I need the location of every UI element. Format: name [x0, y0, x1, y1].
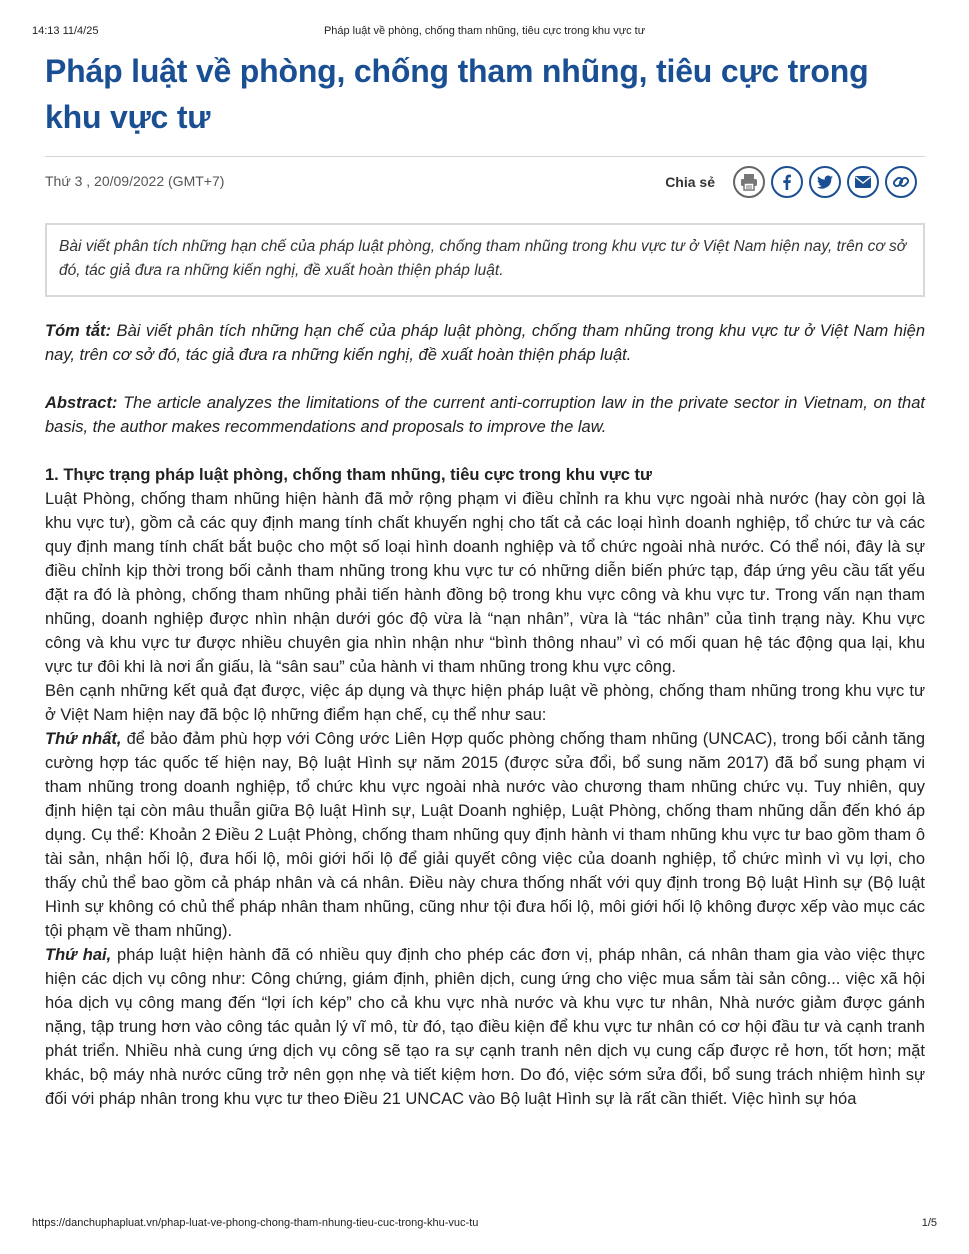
- twitter-icon: [815, 172, 835, 192]
- first-text: để bảo đảm phù hợp với Công ước Liên Hợp quốc phòng chống tham nhũng (UNCAC), trong bối cảnh tăng cường hợp tác quốc tế hiện nay, Bộ luật Hình sự năm 2015 (được sửa đổi, bổ sung năm 2017) đã bổ sung phạm vi tham nhũng trong doanh nghiệp, tổ chức khu vực ngoài nhà nước vào chương tham nhũng chức vụ. Tuy nhiên, quy định hiện tại còn mâu thuẫn giữa Bộ luật Hình sự, Luật Doanh nghiệp, Luật Phòng, chống tham nhũng dẫn đến khó áp dụng. Cụ thể: Khoản 2 Điều 2 Luật Phòng, chống tham nhũng quy định hành vi tham nhũng khu vực tư bao gồm tham ô tài sản, nhận hối lộ, đưa hối lộ, môi giới hối lộ để giải quyết công việc của doanh nghiệp, tổ chức mình vì vụ lợi, cho thấy chủ thể bao gồm cả pháp nhân và cá nhân. Điều này chưa thống nhất với quy định trong Bộ luật Hình sự (Bộ luật Hình sự không có chủ thể pháp nhân tham nhũng, cũng như tội đưa hối lộ, môi giới hối lộ không được xếp vào mục các tội phạm về tham nhũng).: [45, 730, 926, 940]
- second-label: Thứ hai,: [45, 946, 112, 964]
- print-page-title: Pháp luật về phòng, chống tham nhũng, tiêu cực trong khu vực tư: [323, 25, 646, 37]
- print-button[interactable]: [733, 166, 765, 198]
- summary-text: Bài viết phân tích những hạn chế của pháp luật phòng, chống tham nhũng trong khu vực tư ở Việt Nam hiện nay, trên cơ sở đó, tác giả đưa ra những kiến nghị, đề xuất hoàn thiện pháp luật.: [45, 322, 926, 364]
- print-icon: [739, 172, 759, 192]
- body-paragraph-3: [45, 727, 925, 943]
- first-label: Thứ nhất,: [45, 730, 122, 748]
- summary-label: Tóm tắt:: [45, 322, 112, 340]
- article-meta: [45, 156, 925, 209]
- print-header: [32, 24, 937, 38]
- email-icon: [853, 172, 873, 192]
- article-title: Pháp luật về phòng, chống tham nhũng, tiêu cực trong khu vực tư: [45, 53, 869, 135]
- print-timestamp: 14:13 11/4/25: [32, 25, 99, 37]
- link-icon: [891, 172, 911, 192]
- copy-link-button[interactable]: [885, 166, 917, 198]
- article-sapo: Bài viết phân tích những hạn chế của pháp luật phòng, chống tham nhũng trong khu vực tư ở Việt Nam hiện nay, trên cơ sở đó, tác giả đưa ra những kiến nghị, đề xuất hoàn thiện pháp luật.: [45, 223, 925, 297]
- share-label: Chia sẻ: [665, 174, 715, 190]
- twitter-share-button[interactable]: [809, 166, 841, 198]
- article: [45, 48, 925, 1111]
- facebook-share-button[interactable]: [771, 166, 803, 198]
- second-text: pháp luật hiện hành đã có nhiều quy định cho phép các đơn vị, pháp nhân, cá nhân tham gia vào việc thực hiện các dịch vụ công như: Công chứng, giám định, phiên dịch, cung ứng cho việc mua sắm tài sản công... việc xã hội hóa dịch vụ công mang đến “lợi ích kép” cho cả khu vực nhà nước và khu vực tư nhân, Nhà nước giảm được gánh nặng, tập trung hơn vào công tác quản lý vĩ mô, từ đó, tạo điều kiện để khu vực tư nhân có cơ hội đầu tư và cạnh tranh phát triển. Nhiều nhà cung ứng dịch vụ công sẽ tạo ra sự cạnh tranh nên dịch vụ cung cấp được rẻ hơn, tốt hơn; mặt khác, bộ máy nhà nước cũng trở nên gọn nhẹ và tiết kiệm hơn. Do đó, việc sớm sửa đổi, bổ sung trách nhiệm hình sự đối với pháp nhân trong khu vực tư theo Điều 21 UNCAC vào Bộ luật Hình sự là rất cần thiết. Việc hình sự hóa: [45, 946, 925, 1108]
- body-paragraph-2: Bên cạnh những kết quả đạt được, việc áp dụng và thực hiện pháp luật về phòng, chống tham nhũng trong khu vực tư ở Việt Nam hiện nay đã bộc lộ những điểm hạn chế, cụ thể như sau:: [45, 682, 925, 724]
- article-date: Thứ 3 , 20/09/2022 (GMT+7): [45, 173, 225, 189]
- abstract-label: Abstract:: [45, 394, 118, 412]
- body-paragraph-4: [45, 943, 925, 1111]
- summary-paragraph: [45, 319, 925, 367]
- page-number: 1/5: [921, 1217, 937, 1229]
- section-heading: 1. Thực trạng pháp luật phòng, chống tham nhũng, tiêu cực trong khu vực tư: [45, 466, 652, 484]
- facebook-icon: [777, 172, 797, 192]
- abstract-paragraph: [45, 391, 925, 439]
- print-url: https://danchuphapluat.vn/phap-luat-ve-phong-chong-tham-nhung-tieu-cuc-trong-khu-vuc-tu: [32, 1217, 479, 1229]
- share-bar: [665, 166, 917, 198]
- body-paragraph-1: Luật Phòng, chống tham nhũng hiện hành đã mở rộng phạm vi điều chỉnh ra khu vực ngoài nhà nước (hay còn gọi là khu vực tư), gồm cả các quy định mang tính chất khuyến nghị cho tất cả các loại hình doanh nghiệp, tổ chức tư và các quy định mang tính chất bắt buộc cho một số loại hình doanh nghiệp và tổ chức ngoài nhà nước. Có thể nói, đây là sự điều chỉnh kịp thời trong bối cảnh tham nhũng trong khu vực tư có những diễn biến phức tạp, đáp ứng yêu cầu tất yếu đặt ra đó là phòng, chống tham nhũng phải tiến hành đồng bộ trong khu vực công và khu vực tư. Trong vấn nạn tham nhũng, doanh nghiệp được nhìn nhận dưới góc độ vừa là “nạn nhân”, vừa là “tác nhân” của tình trạng này. Khu vực công và khu vực tư được nhiều chuyên gia nhìn nhận như “bình thông nhau” vì có mối quan hệ tác động qua lại, khu vực tư đôi khi là nơi ẩn giấu, là “sân sau” của hành vi tham nhũng trong khu vực công.: [45, 490, 925, 676]
- article-body: [45, 319, 925, 1111]
- abstract-text: The article analyzes the limitations of the current anti-corruption law in the private sector in Vietnam, on that basis, the author makes recommendations and proposals to improve the law.: [45, 394, 925, 436]
- print-footer: [32, 1216, 937, 1230]
- email-share-button[interactable]: [847, 166, 879, 198]
